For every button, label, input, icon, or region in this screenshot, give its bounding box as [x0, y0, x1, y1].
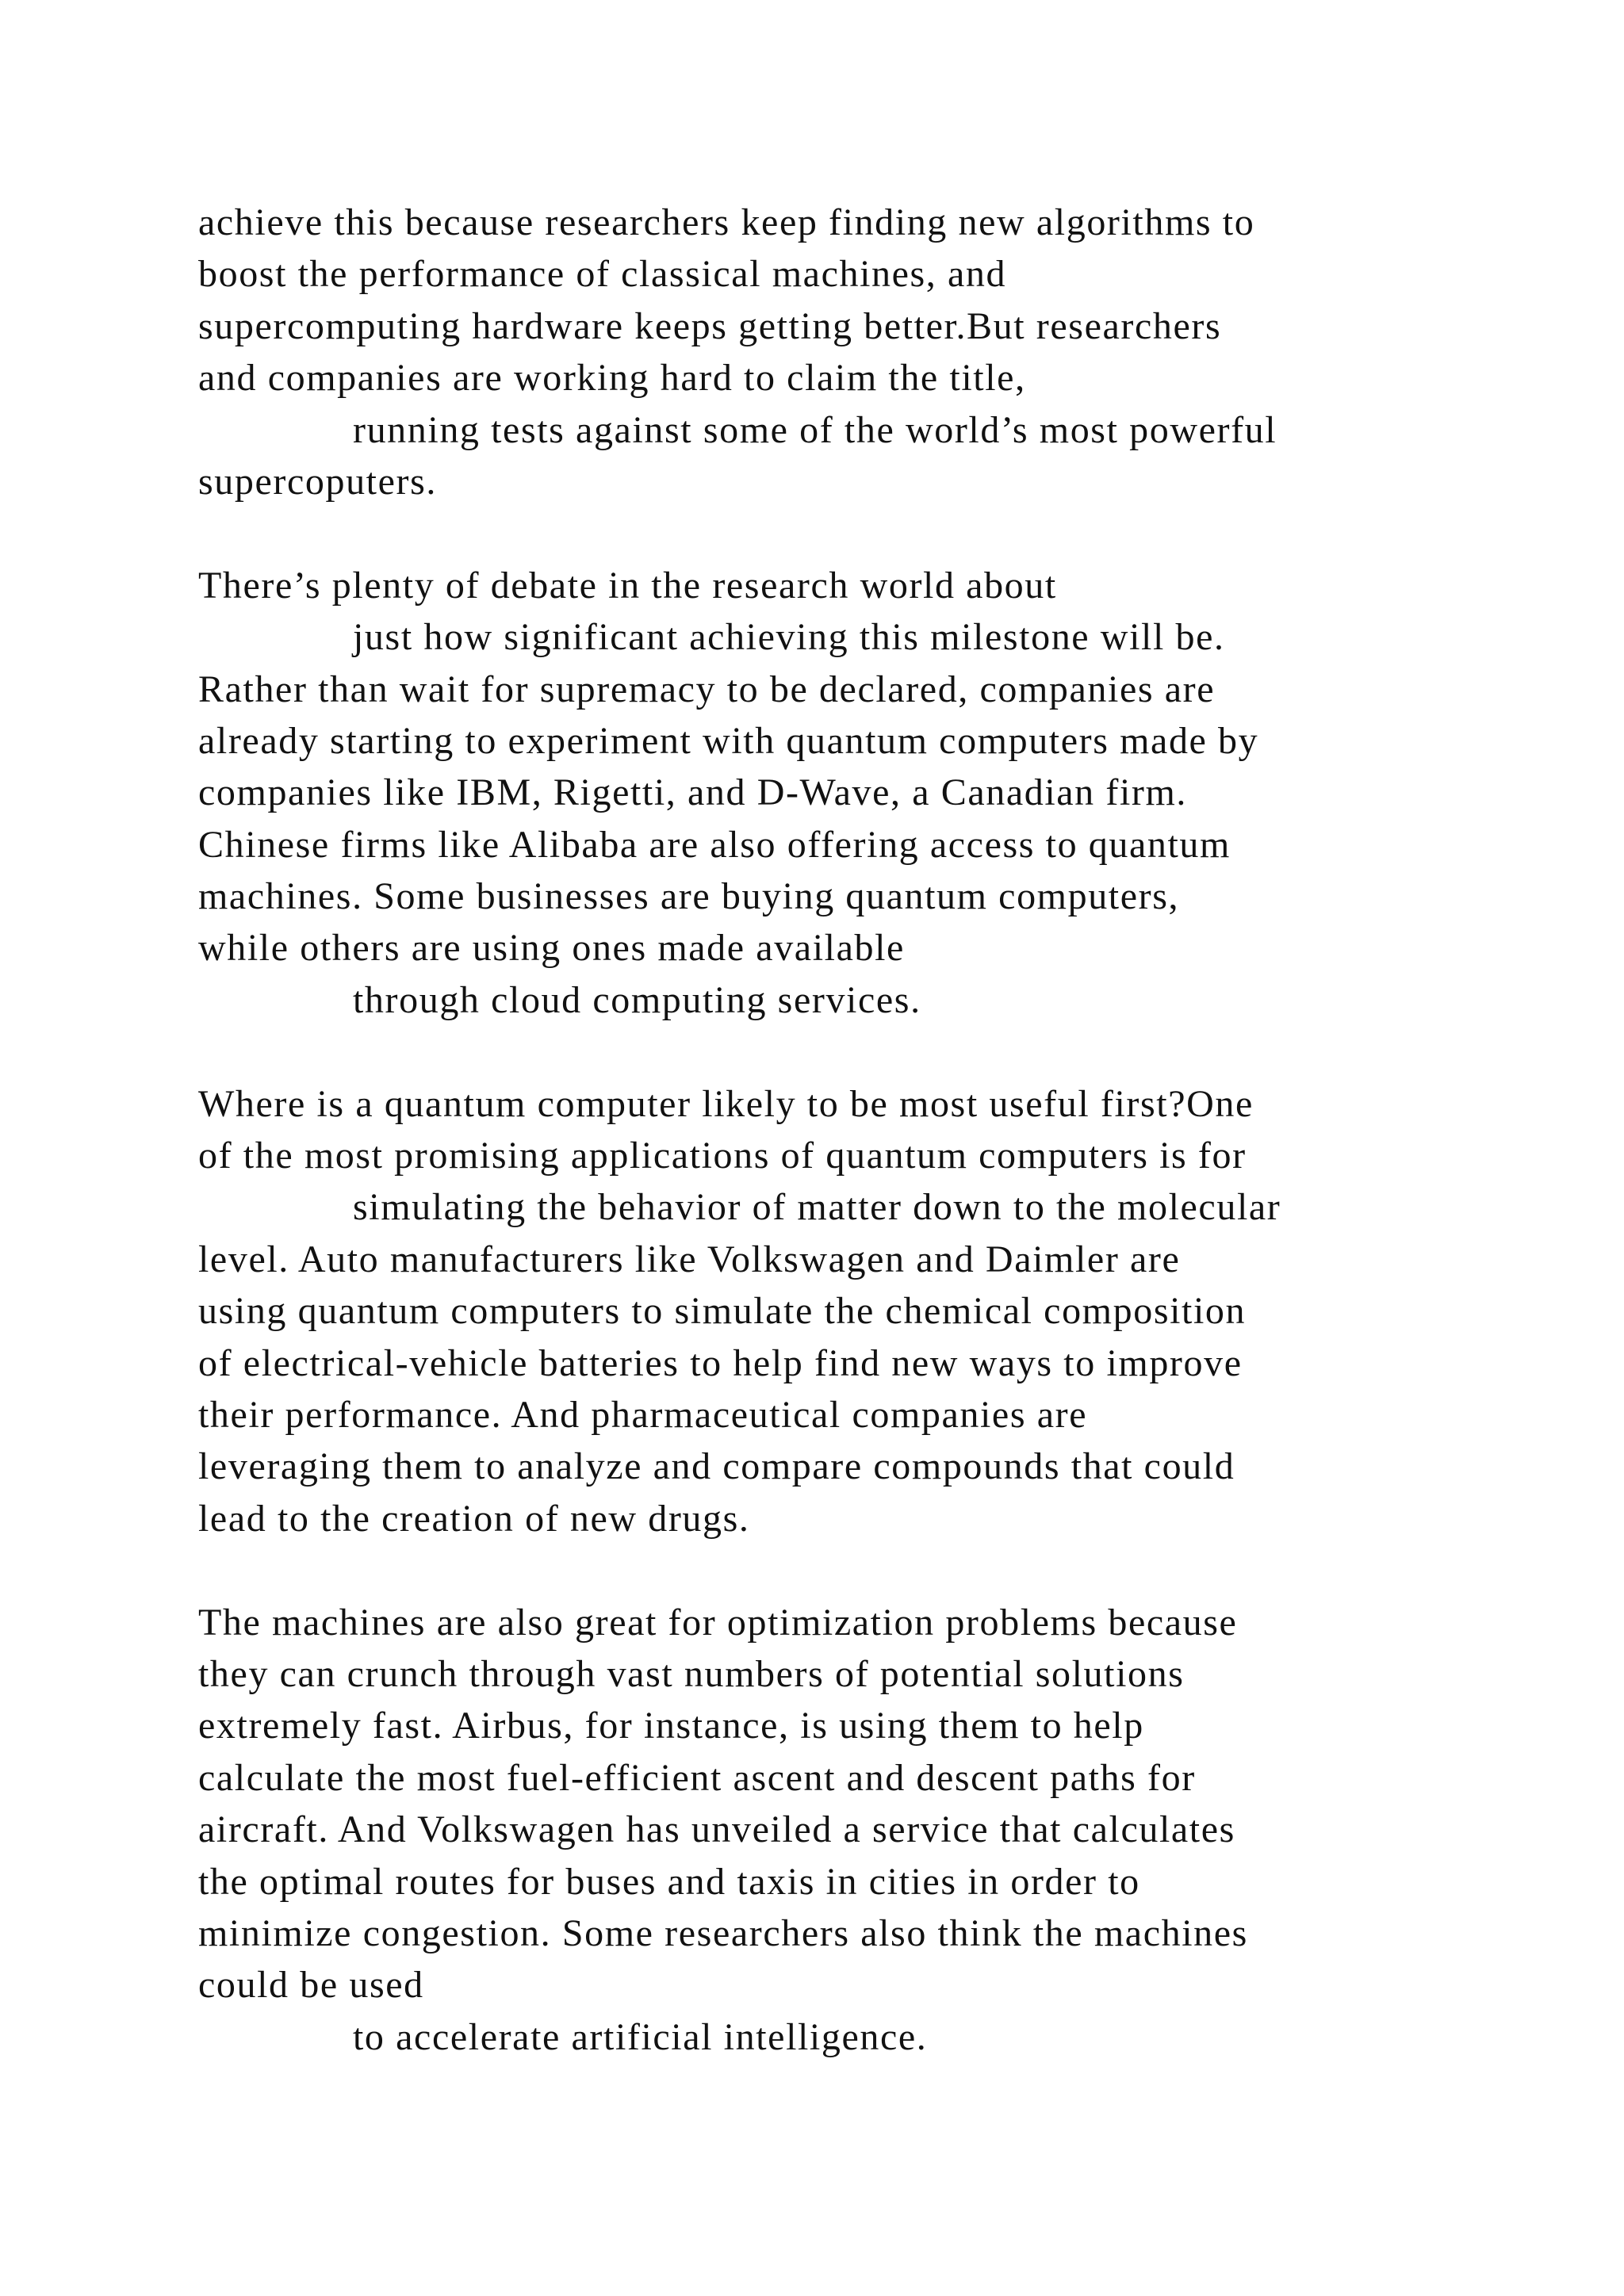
text-line: using quantum computers to simulate the chemical composition — [198, 1290, 1247, 1333]
text-line: boost the performance of classical machines, and — [198, 253, 1007, 296]
text-line: just how significant achieving this milestone will be. — [353, 616, 1225, 659]
text-line: leveraging them to analyze and compare compounds that could — [198, 1445, 1235, 1488]
text-line: There’s plenty of debate in the research world about — [198, 564, 1057, 607]
text-line: of electrical-vehicle batteries to help find new ways to improve — [198, 1341, 1243, 1384]
text-line: their performance. And pharmaceutical companies are — [198, 1393, 1088, 1436]
paragraph-gap — [198, 1544, 1546, 1596]
text-line: while others are using ones made available — [198, 927, 905, 970]
text-line: aircraft. And Volkswagen has unveiled a service that calculates — [198, 1808, 1235, 1851]
text-line: supercomputing hardware keeps getting better.But researchers — [198, 304, 1222, 347]
document-body — [198, 197, 1546, 2063]
text-line: Rather than wait for supremacy to be declared, companies are — [198, 668, 1216, 710]
text-line: Chinese firms like Alibaba are also offering access to quantum — [198, 823, 1231, 866]
paragraph — [198, 1078, 1546, 1545]
paragraph — [198, 1597, 1546, 2064]
text-line: simulating the behavior of matter down to the molecular — [353, 1186, 1281, 1229]
text-line: they can crunch through vast numbers of potential solutions — [198, 1652, 1185, 1695]
paragraph — [198, 197, 1546, 507]
text-line: running tests against some of the world’s most powerful — [353, 408, 1277, 451]
text-line: The machines are also great for optimization problems because — [198, 1601, 1238, 1644]
text-line: machines. Some businesses are buying quantum computers, — [198, 875, 1180, 918]
text-line: extremely fast. Airbus, for instance, is using them to help — [198, 1705, 1144, 1747]
text-line: lead to the creation of new drugs. — [198, 1497, 750, 1540]
text-line: level. Auto manufacturers like Volkswagen and Daimler are — [198, 1238, 1181, 1280]
text-line: the optimal routes for buses and taxis in cities in order to — [198, 1860, 1140, 1903]
paragraph-gap — [198, 507, 1546, 559]
paragraph-gap — [198, 1026, 1546, 1077]
text-line: and companies are working hard to claim the title, — [198, 357, 1026, 400]
text-line: of the most promising applications of quantum computers is for — [198, 1135, 1247, 1177]
text-line: achieve this because researchers keep finding new algorithms to — [198, 201, 1255, 243]
text-line: supercoputers. — [198, 460, 437, 503]
text-line: through cloud computing services. — [353, 978, 921, 1021]
paragraph — [198, 560, 1546, 1027]
text-line: minimize congestion. Some researchers also think the machines — [198, 1911, 1248, 1954]
text-line: companies like IBM, Rigetti, and D-Wave, a Canadian firm. — [198, 771, 1188, 814]
text-line: calculate the most fuel-efficient ascent and descent paths for — [198, 1756, 1196, 1799]
text-line: to accelerate artificial intelligence. — [353, 2015, 928, 2058]
text-line: could be used — [198, 1964, 424, 2007]
text-line: Where is a quantum computer likely to be most useful first?One — [198, 1082, 1254, 1125]
text-line: already starting to experiment with quantum computers made by — [198, 719, 1259, 762]
